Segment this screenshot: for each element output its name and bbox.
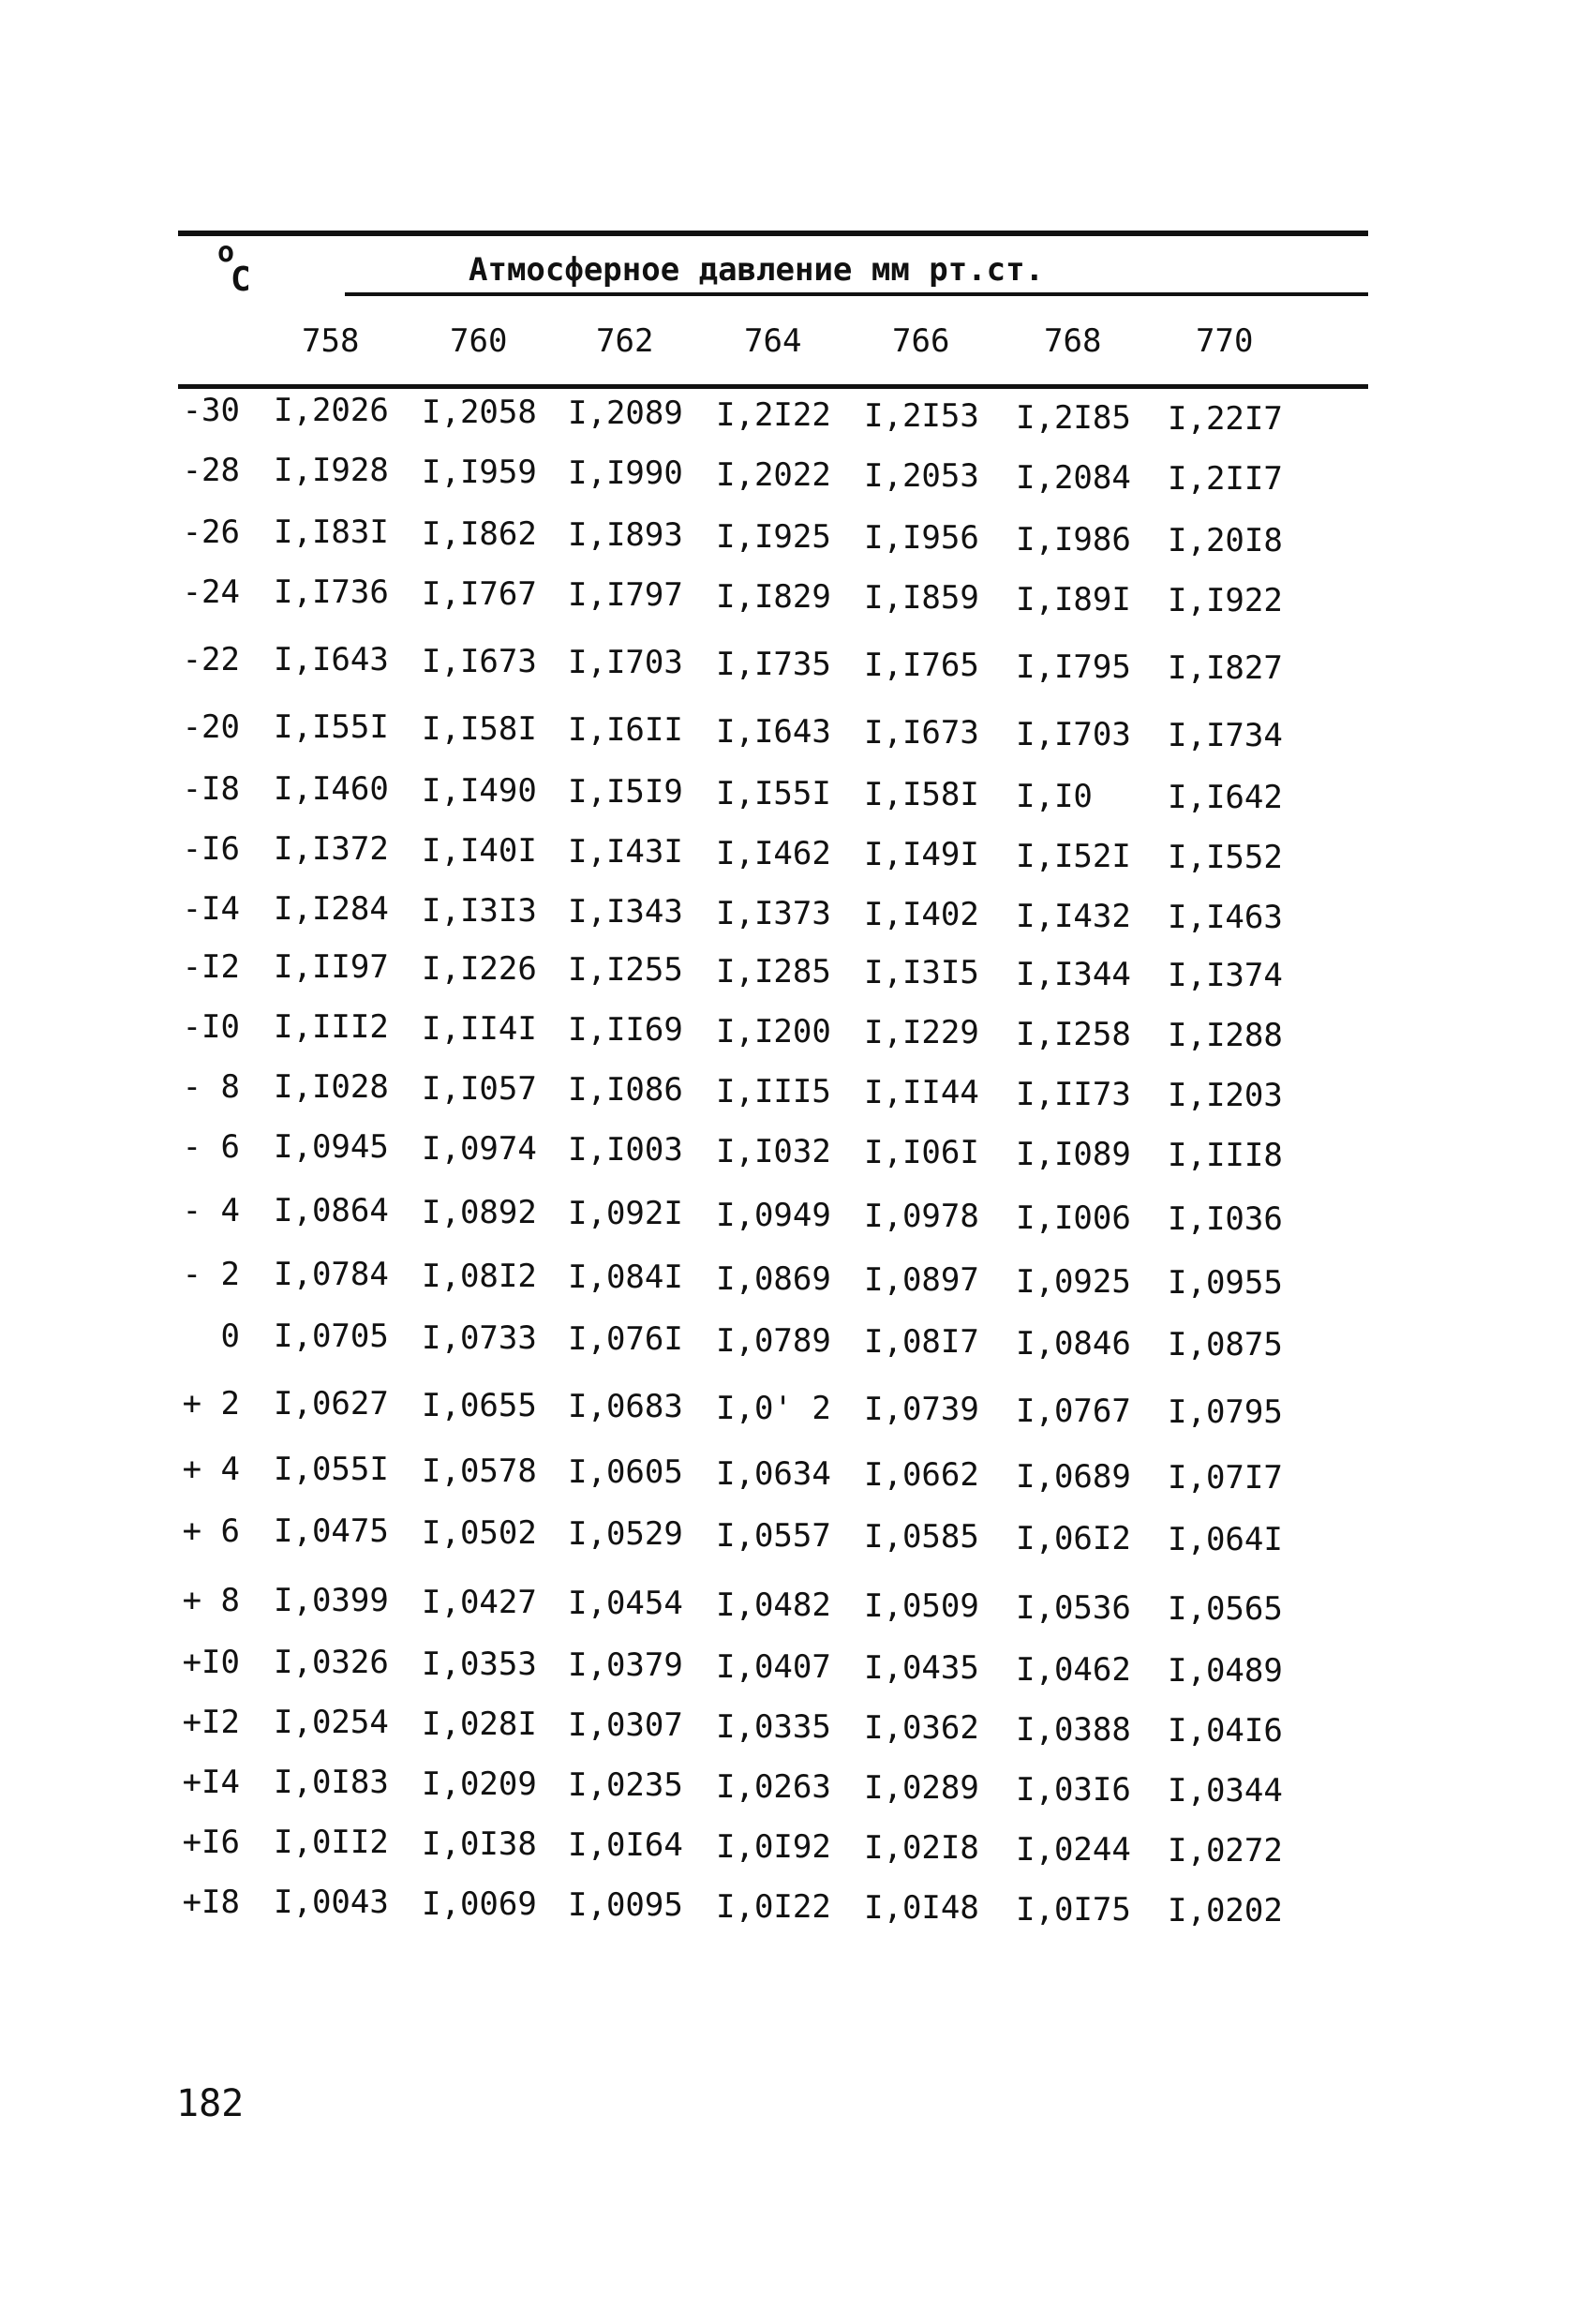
value-cell: I,I642 xyxy=(1168,779,1283,816)
temperature-cell: -26 xyxy=(182,514,240,551)
value-cell: I,0585 xyxy=(864,1518,979,1556)
temperature-cell: -I6 xyxy=(182,830,240,868)
value-cell: I,092I xyxy=(568,1195,683,1232)
value-cell: I,0475 xyxy=(274,1512,389,1550)
temperature-cell: -I4 xyxy=(182,890,240,928)
value-cell: I,I55I xyxy=(274,708,389,746)
value-cell: I,II97 xyxy=(274,948,389,986)
value-cell: I,07I7 xyxy=(1168,1459,1283,1497)
value-cell: I,084I xyxy=(568,1259,683,1296)
value-cell: I,I735 xyxy=(716,645,831,683)
value-cell: I,I928 xyxy=(274,452,389,489)
value-cell: I,0767 xyxy=(1016,1392,1131,1430)
value-cell: I,0427 xyxy=(422,1583,537,1621)
value-cell: I,0I83 xyxy=(274,1764,389,1801)
value-cell: I,0897 xyxy=(864,1261,979,1299)
value-cell: I,0662 xyxy=(864,1456,979,1494)
value-cell: I,I200 xyxy=(716,1012,831,1050)
value-cell: I,0978 xyxy=(864,1198,979,1235)
value-cell: I,I003 xyxy=(568,1131,683,1169)
value-cell: I,0254 xyxy=(274,1704,389,1741)
value-cell: I,0272 xyxy=(1168,1832,1283,1870)
temperature-cell: -30 xyxy=(182,392,240,429)
value-cell: I,I344 xyxy=(1016,955,1131,993)
value-cell: I,I925 xyxy=(716,517,831,556)
temperature-cell: - 2 xyxy=(182,1256,240,1293)
value-cell: I,I40I xyxy=(422,831,537,870)
value-cell: I,III8 xyxy=(1168,1137,1283,1174)
value-cell: I,I5I9 xyxy=(568,773,683,811)
value-cell: I,I959 xyxy=(422,453,537,491)
temperature-cell: - 4 xyxy=(182,1192,240,1229)
temperature-cell: +I6 xyxy=(182,1824,240,1861)
degree-mark: o xyxy=(217,236,235,269)
value-cell: I,0II2 xyxy=(274,1824,389,1861)
value-cell: I,0326 xyxy=(274,1644,389,1681)
value-cell: I,I986 xyxy=(1016,520,1131,559)
value-cell: I,0095 xyxy=(568,1886,683,1924)
value-cell: I,I0 xyxy=(1016,777,1093,815)
column-header: 770 xyxy=(1196,322,1254,360)
value-cell: I,I43I xyxy=(568,833,683,871)
value-cell: I,0335 xyxy=(716,1707,831,1746)
value-cell: I,0565 xyxy=(1168,1590,1283,1628)
value-cell: I,I343 xyxy=(568,893,683,931)
value-cell: I,I288 xyxy=(1168,1017,1283,1054)
value-cell: I,I83I xyxy=(274,514,389,551)
value-cell: I,I893 xyxy=(568,516,683,554)
column-header: 766 xyxy=(892,322,950,360)
value-cell: I,I490 xyxy=(422,771,537,810)
value-cell: I,0462 xyxy=(1016,1650,1131,1689)
temperature-cell: -I0 xyxy=(182,1008,240,1046)
value-cell: I,I859 xyxy=(864,579,979,617)
value-cell: I,I552 xyxy=(1168,839,1283,876)
value-cell: I,I673 xyxy=(864,714,979,752)
value-cell: I,I49I xyxy=(864,836,979,873)
value-cell: I,0869 xyxy=(716,1259,831,1298)
value-cell: I,0627 xyxy=(274,1385,389,1423)
value-cell: I,06I2 xyxy=(1016,1519,1131,1557)
value-cell: I,028I xyxy=(422,1705,537,1743)
temperature-cell: +I8 xyxy=(182,1884,240,1921)
value-cell: I,0I75 xyxy=(1016,1890,1131,1929)
value-cell: I,I52I xyxy=(1016,837,1131,875)
temperature-cell: -20 xyxy=(182,708,240,746)
value-cell: I,I028 xyxy=(274,1068,389,1106)
value-cell: I,I58I xyxy=(864,776,979,813)
value-cell: I,2I22 xyxy=(716,395,831,434)
value-cell: I,II73 xyxy=(1016,1075,1131,1113)
header-bottom-rule xyxy=(178,384,1368,389)
value-cell: I,0529 xyxy=(568,1515,683,1553)
value-cell: I,0557 xyxy=(716,1516,831,1555)
value-cell: I,0' 2 xyxy=(716,1389,831,1427)
value-cell: I,2089 xyxy=(568,395,683,432)
value-cell: I,I673 xyxy=(422,642,537,680)
value-cell: I,0043 xyxy=(274,1884,389,1921)
temperature-cell: +I4 xyxy=(182,1764,240,1801)
value-cell: I,I956 xyxy=(864,519,979,557)
value-cell: I,I990 xyxy=(568,454,683,492)
temperature-cell: -I8 xyxy=(182,770,240,808)
value-cell: I,0353 xyxy=(422,1645,537,1683)
value-cell: I,2026 xyxy=(274,392,389,429)
column-header: 768 xyxy=(1044,322,1102,360)
value-cell: I,2058 xyxy=(422,393,537,431)
value-cell: I,I827 xyxy=(1168,649,1283,687)
value-cell: I,0509 xyxy=(864,1587,979,1625)
value-cell: I,II69 xyxy=(568,1011,683,1049)
value-cell: I,0344 xyxy=(1168,1772,1283,1810)
value-cell: I,I795 xyxy=(1016,648,1131,686)
value-cell: I,I89I xyxy=(1016,580,1131,618)
value-cell: I,0683 xyxy=(568,1388,683,1425)
value-cell: I,I3I5 xyxy=(864,954,979,991)
value-cell: I,0974 xyxy=(422,1129,537,1168)
value-cell: I,I58I xyxy=(422,709,537,748)
temperature-cell: +I2 xyxy=(182,1704,240,1741)
temperature-cell: + 6 xyxy=(182,1512,240,1550)
value-cell: I,0362 xyxy=(864,1709,979,1747)
value-cell: I,I829 xyxy=(716,577,831,616)
value-cell: I,I258 xyxy=(1016,1015,1131,1053)
value-cell: I,0435 xyxy=(864,1649,979,1687)
value-cell: I,0I64 xyxy=(568,1826,683,1864)
value-cell: I,I229 xyxy=(864,1014,979,1051)
value-cell: I,0784 xyxy=(274,1256,389,1293)
page-number: 182 xyxy=(176,2082,245,2125)
temperature-unit: C xyxy=(231,261,251,299)
value-cell: I,0489 xyxy=(1168,1652,1283,1690)
value-cell: I,0945 xyxy=(274,1128,389,1166)
value-cell: I,0069 xyxy=(422,1885,537,1923)
value-cell: I,0925 xyxy=(1016,1262,1131,1301)
value-cell: I,03I6 xyxy=(1016,1770,1131,1809)
value-cell: I,0949 xyxy=(716,1196,831,1234)
value-cell: I,0875 xyxy=(1168,1326,1283,1363)
value-cell: I,0I48 xyxy=(864,1889,979,1927)
value-cell: I,0289 xyxy=(864,1769,979,1807)
value-cell: I,0846 xyxy=(1016,1324,1131,1363)
value-cell: I,2II7 xyxy=(1168,460,1283,498)
value-cell: I,0795 xyxy=(1168,1393,1283,1431)
value-cell: I,0399 xyxy=(274,1582,389,1619)
value-cell: I,II4I xyxy=(422,1009,537,1048)
value-cell: I,0705 xyxy=(274,1318,389,1355)
value-cell: I,02I8 xyxy=(864,1829,979,1867)
value-cell: I,I372 xyxy=(274,830,389,868)
temperature-cell: -28 xyxy=(182,452,240,489)
value-cell: I,0502 xyxy=(422,1513,537,1552)
value-cell: I,0955 xyxy=(1168,1264,1283,1302)
value-cell: I,04I6 xyxy=(1168,1712,1283,1750)
value-cell: I,I463 xyxy=(1168,899,1283,936)
value-cell: I,064I xyxy=(1168,1521,1283,1558)
value-cell: I,0789 xyxy=(716,1321,831,1360)
value-cell: I,0634 xyxy=(716,1454,831,1493)
value-cell: I,I226 xyxy=(422,949,537,988)
value-cell: I,I432 xyxy=(1016,897,1131,935)
value-cell: I,0655 xyxy=(422,1386,537,1424)
value-cell: I,I736 xyxy=(274,574,389,611)
value-cell: I,0307 xyxy=(568,1706,683,1744)
value-cell: I,I734 xyxy=(1168,717,1283,754)
value-cell: I,0I38 xyxy=(422,1825,537,1863)
temperature-cell: + 8 xyxy=(182,1582,240,1619)
column-header: 764 xyxy=(744,322,802,360)
value-cell: I,0689 xyxy=(1016,1457,1131,1496)
temperature-cell: -24 xyxy=(182,574,240,611)
value-cell: I,0388 xyxy=(1016,1710,1131,1749)
table-top-rule xyxy=(178,231,1368,236)
column-header: 762 xyxy=(596,322,654,360)
temperature-cell: - 6 xyxy=(182,1128,240,1166)
temperature-cell: +I0 xyxy=(182,1644,240,1681)
temperature-cell: - 8 xyxy=(182,1068,240,1106)
value-cell: I,I462 xyxy=(716,834,831,872)
value-cell: I,I765 xyxy=(864,647,979,684)
value-cell: I,0864 xyxy=(274,1192,389,1229)
value-cell: I,0605 xyxy=(568,1453,683,1491)
value-cell: I,I922 xyxy=(1168,582,1283,619)
value-cell: I,I797 xyxy=(568,576,683,614)
value-cell: I,2I85 xyxy=(1016,398,1131,437)
value-cell: I,I862 xyxy=(422,514,537,553)
value-cell: I,I703 xyxy=(568,644,683,681)
column-header: 758 xyxy=(302,322,360,360)
value-cell: I,I057 xyxy=(422,1069,537,1108)
column-header: 760 xyxy=(450,322,508,360)
value-cell: I,I036 xyxy=(1168,1200,1283,1238)
value-cell: I,I643 xyxy=(274,641,389,678)
value-cell: I,0209 xyxy=(422,1765,537,1803)
value-cell: I,I203 xyxy=(1168,1077,1283,1114)
value-cell: I,I402 xyxy=(864,896,979,933)
value-cell: I,I032 xyxy=(716,1132,831,1170)
value-cell: I,0892 xyxy=(422,1193,537,1231)
value-cell: I,I086 xyxy=(568,1071,683,1109)
value-cell: I,I06I xyxy=(864,1134,979,1171)
value-cell: I,I767 xyxy=(422,574,537,613)
value-cell: I,20I8 xyxy=(1168,522,1283,559)
value-cell: I,08I7 xyxy=(864,1323,979,1361)
value-cell: I,055I xyxy=(274,1451,389,1488)
temperature-cell: 0 xyxy=(220,1318,240,1355)
value-cell: I,0407 xyxy=(716,1647,831,1686)
value-cell: I,2053 xyxy=(864,457,979,495)
value-cell: I,III5 xyxy=(716,1072,831,1110)
value-cell: I,0536 xyxy=(1016,1588,1131,1627)
value-cell: I,I373 xyxy=(716,894,831,932)
value-cell: I,0235 xyxy=(568,1766,683,1804)
value-cell: I,0578 xyxy=(422,1452,537,1490)
value-cell: I,0379 xyxy=(568,1646,683,1684)
temperature-cell: + 4 xyxy=(182,1451,240,1488)
temperature-cell: + 2 xyxy=(182,1385,240,1423)
value-cell: I,I55I xyxy=(716,774,831,812)
temperature-cell: -22 xyxy=(182,641,240,678)
value-cell: I,I006 xyxy=(1016,1199,1131,1237)
value-cell: I,I255 xyxy=(568,951,683,989)
value-cell: I,0454 xyxy=(568,1585,683,1622)
value-cell: I,076I xyxy=(568,1320,683,1358)
value-cell: I,I089 xyxy=(1016,1135,1131,1173)
value-cell: I,0263 xyxy=(716,1767,831,1806)
value-cell: I,0202 xyxy=(1168,1892,1283,1929)
value-cell: I,I460 xyxy=(274,770,389,808)
temperature-cell: -I2 xyxy=(182,948,240,986)
value-cell: I,0739 xyxy=(864,1391,979,1428)
value-cell: I,2084 xyxy=(1016,458,1131,497)
value-cell: I,0482 xyxy=(716,1586,831,1624)
value-cell: I,0733 xyxy=(422,1318,537,1357)
value-cell: I,08I2 xyxy=(422,1257,537,1295)
value-cell: I,II44 xyxy=(864,1074,979,1111)
value-cell: I,I285 xyxy=(716,952,831,991)
value-cell: I,0244 xyxy=(1016,1830,1131,1869)
value-cell: I,I374 xyxy=(1168,957,1283,994)
value-cell: I,I703 xyxy=(1016,715,1131,753)
value-cell: I,III2 xyxy=(274,1008,389,1046)
value-cell: I,2I53 xyxy=(864,397,979,435)
value-cell: I,I643 xyxy=(716,712,831,751)
pressure-header-title: Атмосферное давление мм рт.ст. xyxy=(469,251,1045,289)
header-subrule xyxy=(345,292,1368,296)
value-cell: I,0I92 xyxy=(716,1827,831,1866)
value-cell: I,0I22 xyxy=(716,1887,831,1926)
value-cell: I,I284 xyxy=(274,890,389,928)
value-cell: I,22I7 xyxy=(1168,400,1283,438)
value-cell: I,I6II xyxy=(568,711,683,749)
value-cell: I,I3I3 xyxy=(422,891,537,930)
value-cell: I,2022 xyxy=(716,455,831,494)
